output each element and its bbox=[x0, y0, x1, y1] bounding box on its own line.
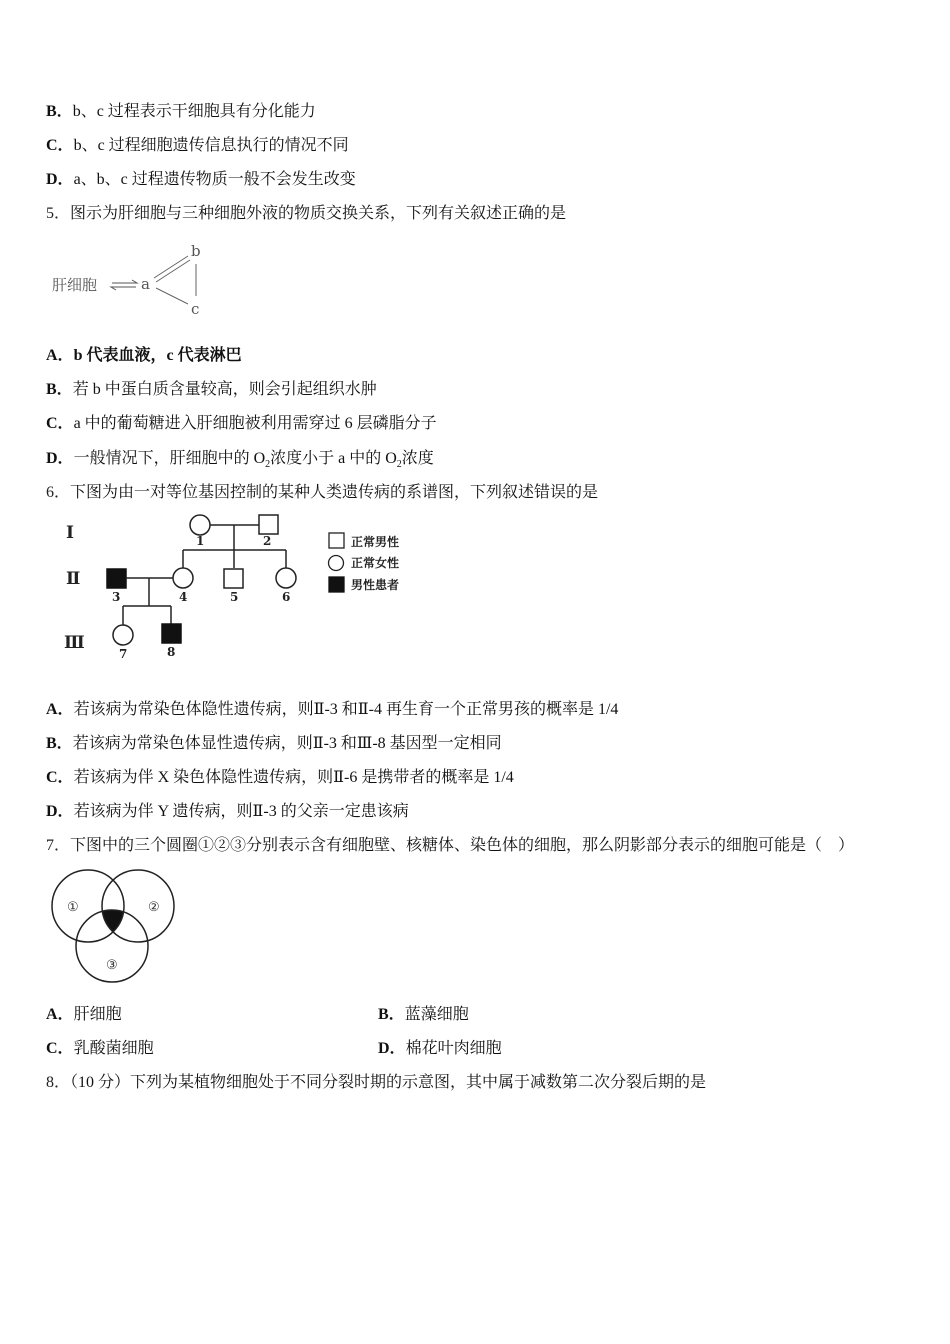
individual-number: 1 bbox=[196, 534, 205, 548]
option-text: 蓝藻细胞 bbox=[404, 1006, 469, 1023]
individual-number: 5 bbox=[230, 590, 239, 604]
question-number: 6． bbox=[46, 484, 71, 501]
q7-option-b bbox=[378, 1005, 469, 1025]
generation-label: Ⅱ bbox=[66, 569, 81, 589]
generation-label: Ⅰ bbox=[66, 523, 74, 543]
option-letter: C． bbox=[46, 415, 74, 432]
male-affected-symbol bbox=[107, 569, 126, 588]
option-letter: C． bbox=[46, 137, 74, 154]
option-text: a 中的葡萄糖进入肝细胞被利用需穿过 6 层磷脂分子 bbox=[73, 415, 437, 432]
option-text: 若 b 中蛋白质含量较高，则会引起组织水肿 bbox=[72, 381, 377, 398]
subscript: 2 bbox=[265, 459, 271, 471]
option-text: b、c 过程表示干细胞具有分化能力 bbox=[72, 103, 316, 120]
option-text: b 代表血液，c 代表淋巴 bbox=[73, 347, 242, 364]
generation-label: Ⅲ bbox=[64, 633, 85, 653]
question-number: 5． bbox=[46, 205, 71, 222]
q5-option-a bbox=[46, 346, 242, 366]
individual-number: 3 bbox=[112, 590, 121, 604]
legend-label: 正常女性 bbox=[351, 556, 400, 570]
option-text: 乳酸菌细胞 bbox=[73, 1040, 154, 1057]
liver-cell-label: 肝细胞 bbox=[52, 276, 98, 294]
option-letter: C． bbox=[46, 769, 74, 786]
option-letter: A． bbox=[46, 1006, 74, 1023]
option-text: 肝细胞 bbox=[73, 1006, 122, 1023]
option-letter: B． bbox=[378, 1006, 405, 1023]
male-normal-symbol bbox=[224, 569, 243, 588]
legend-female-normal-symbol bbox=[329, 556, 344, 571]
question-text: 下图中的三个圆圈①②③分别表示含有细胞壁、核糖体、染色体的细胞，那么阴影部分表示的细胞可能是（ ） bbox=[70, 837, 855, 854]
option-letter: D． bbox=[46, 450, 74, 467]
option-letter: B． bbox=[46, 103, 73, 120]
option-text: 一般情况下，肝细胞中的 O bbox=[73, 450, 266, 467]
subscript: 2 bbox=[396, 459, 402, 471]
legend-male-affected-symbol bbox=[329, 577, 344, 592]
individual-number: 2 bbox=[263, 534, 272, 548]
label-c: c bbox=[191, 300, 200, 318]
option-letter: D． bbox=[46, 803, 74, 820]
male-normal-symbol bbox=[259, 515, 278, 534]
question-number: 7． bbox=[46, 837, 71, 854]
option-letter: B． bbox=[46, 735, 73, 752]
option-text: b、c 过程细胞遗传信息执行的情况不同 bbox=[73, 137, 349, 154]
q6-pedigree-chart bbox=[56, 508, 426, 663]
q7-option-d bbox=[378, 1039, 502, 1059]
male-affected-symbol bbox=[162, 624, 181, 643]
female-normal-symbol bbox=[173, 568, 193, 588]
venn-label-3: ③ bbox=[106, 958, 118, 973]
option-text: 若该病为常染色体显性遗传病，则Ⅱ-3 和Ⅲ-8 基因型一定相同 bbox=[72, 735, 502, 752]
q5-option-d bbox=[46, 449, 434, 475]
option-letter: A． bbox=[46, 701, 74, 718]
arrow-line bbox=[156, 260, 190, 282]
q5-option-b bbox=[46, 380, 377, 400]
label-b: b bbox=[191, 242, 201, 260]
q7-option-c bbox=[46, 1039, 154, 1059]
q5-exchange-diagram bbox=[46, 236, 216, 318]
question-text: 图示为肝细胞与三种细胞外液的物质交换关系，下列有关叙述正确的是 bbox=[70, 205, 567, 222]
individual-number: 4 bbox=[179, 590, 188, 604]
female-normal-symbol bbox=[190, 515, 210, 535]
question-score: （10 分） bbox=[70, 1074, 131, 1091]
option-text: 若该病为伴 X 染色体隐性遗传病，则Ⅱ-6 是携带者的概率是 1/4 bbox=[73, 769, 514, 786]
arrow-line bbox=[156, 288, 188, 304]
arrow-head bbox=[111, 287, 116, 290]
legend-label: 男性患者 bbox=[351, 578, 400, 592]
q5-stem bbox=[46, 204, 566, 224]
female-normal-symbol bbox=[276, 568, 296, 588]
q8-stem bbox=[46, 1073, 706, 1093]
q7-venn-diagram bbox=[50, 866, 180, 988]
option-letter: A． bbox=[46, 347, 74, 364]
option-text: 棉花叶肉细胞 bbox=[405, 1040, 502, 1057]
arrow-head bbox=[132, 280, 137, 283]
question-number: 8． bbox=[46, 1074, 71, 1091]
q4-option-c bbox=[46, 136, 349, 156]
option-text: a、b、c 过程遗传物质一般不会发生改变 bbox=[73, 171, 356, 188]
q4-option-b bbox=[46, 102, 316, 122]
individual-number: 7 bbox=[119, 647, 128, 661]
option-text: 浓度 bbox=[401, 450, 434, 467]
q7-stem bbox=[46, 836, 854, 856]
q6-option-c bbox=[46, 768, 514, 788]
q6-option-a bbox=[46, 700, 618, 720]
individual-number: 6 bbox=[282, 590, 291, 604]
option-text: 浓度小于 a 中的 O bbox=[270, 450, 397, 467]
option-letter: C． bbox=[46, 1040, 74, 1057]
q6-stem bbox=[46, 483, 598, 503]
venn-label-2: ② bbox=[148, 900, 160, 915]
q5-option-c bbox=[46, 414, 437, 434]
q6-option-b bbox=[46, 734, 502, 754]
option-letter: B． bbox=[46, 381, 73, 398]
question-text: 下列为某植物细胞处于不同分裂时期的示意图，其中属于减数第二次分裂后期的是 bbox=[130, 1074, 707, 1091]
q6-option-d bbox=[46, 802, 409, 822]
arrow-line bbox=[154, 256, 188, 278]
label-a: a bbox=[141, 275, 150, 293]
q7-option-a bbox=[46, 1005, 122, 1025]
individual-number: 8 bbox=[167, 645, 176, 659]
option-text: 若该病为常染色体隐性遗传病，则Ⅱ-3 和Ⅱ-4 再生育一个正常男孩的概率是 1/4 bbox=[73, 701, 619, 718]
option-text: 若该病为伴 Y 遗传病，则Ⅱ-3 的父亲一定患该病 bbox=[73, 803, 409, 820]
question-text: 下图为由一对等位基因控制的某种人类遗传病的系谱图，下列叙述错误的是 bbox=[70, 484, 599, 501]
option-letter: D． bbox=[378, 1040, 406, 1057]
female-normal-symbol bbox=[113, 625, 133, 645]
legend-label: 正常男性 bbox=[351, 535, 400, 549]
option-letter: D． bbox=[46, 171, 74, 188]
venn-label-1: ① bbox=[67, 900, 79, 915]
legend-male-normal-symbol bbox=[329, 533, 344, 548]
venn-circle-2 bbox=[102, 870, 174, 942]
q4-option-d bbox=[46, 170, 356, 190]
